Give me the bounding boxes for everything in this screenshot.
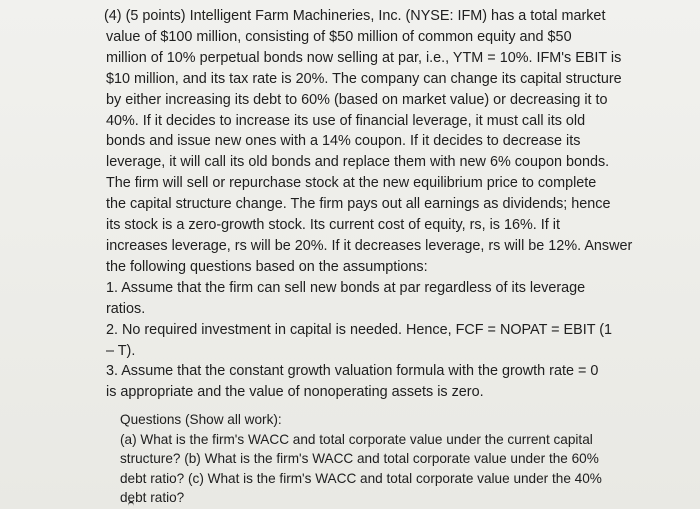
question-line: debt ratio? xyxy=(120,490,185,506)
problem-line: its stock is a zero-growth stock. Its current cost of equity, rs, is 16%. If it xyxy=(106,217,560,234)
problem-line: by either increasing its debt to 60% (based on market value) or decreasing it to xyxy=(106,91,608,108)
questions-block xyxy=(120,410,640,508)
problem-line: The firm will sell or repurchase stock at the new equilibrium price to complete xyxy=(106,175,597,192)
problem-line: increases leverage, rs will be 20%. If it decreases leverage, rs will be 12%. Answer xyxy=(106,237,633,254)
problem-line: leverage, it will call its old bonds and replace them with new 6% coupon bonds. xyxy=(106,154,610,171)
problem-line: 40%. If it decides to increase its use of financial leverage, it must call its old xyxy=(106,112,586,129)
questions-heading: Questions (Show all work): xyxy=(120,412,282,427)
problem-line: $10 million, and its tax rate is 20%. The company can change its capital structure xyxy=(106,70,622,87)
problem-line: the following questions based on the assumptions: xyxy=(106,258,428,275)
assumption-1-cont: ratios. xyxy=(106,300,146,317)
assumption-3-cont: is appropriate and the value of nonoperating assets is zero. xyxy=(106,384,484,401)
problem-line: million of 10% perpetual bonds now selling at par, i.e., YTM = 10%. IFM's EBIT is xyxy=(106,49,622,66)
problem-line: the capital structure change. The firm pays out all earnings as dividends; hence xyxy=(106,196,611,213)
problem-line: bonds and issue new ones with a 14% coupon. If it decides to decrease its xyxy=(106,133,581,150)
assumption-3: 3. Assume that the constant growth valuation formula with the growth rate = 0 xyxy=(106,363,599,380)
question-line: structure? (b) What is the firm's WACC and total corporate value under the 60% xyxy=(120,451,599,467)
assumption-2-cont: – T). xyxy=(106,342,136,359)
question-line: debt ratio? (c) What is the firm's WACC and total corporate value under the 40% xyxy=(120,470,602,486)
problem-line: (4) (5 points) Intelligent Farm Machineries, Inc. (NYSE: IFM) has a total market xyxy=(104,8,606,24)
problem-line: value of $100 million, consisting of $50 million of common equity and $50 xyxy=(106,28,572,45)
assumption-2: 2. No required investment in capital is needed. Hence, FCF = NOPAT = EBIT (1 xyxy=(106,321,613,338)
problem-statement xyxy=(104,6,633,403)
assumption-1: 1. Assume that the firm can sell new bonds at par regardless of its leverage xyxy=(106,279,586,296)
question-line: (a) What is the firm's WACC and total corporate value under the current capital xyxy=(120,431,593,447)
cut-off-glyph xyxy=(128,501,134,509)
